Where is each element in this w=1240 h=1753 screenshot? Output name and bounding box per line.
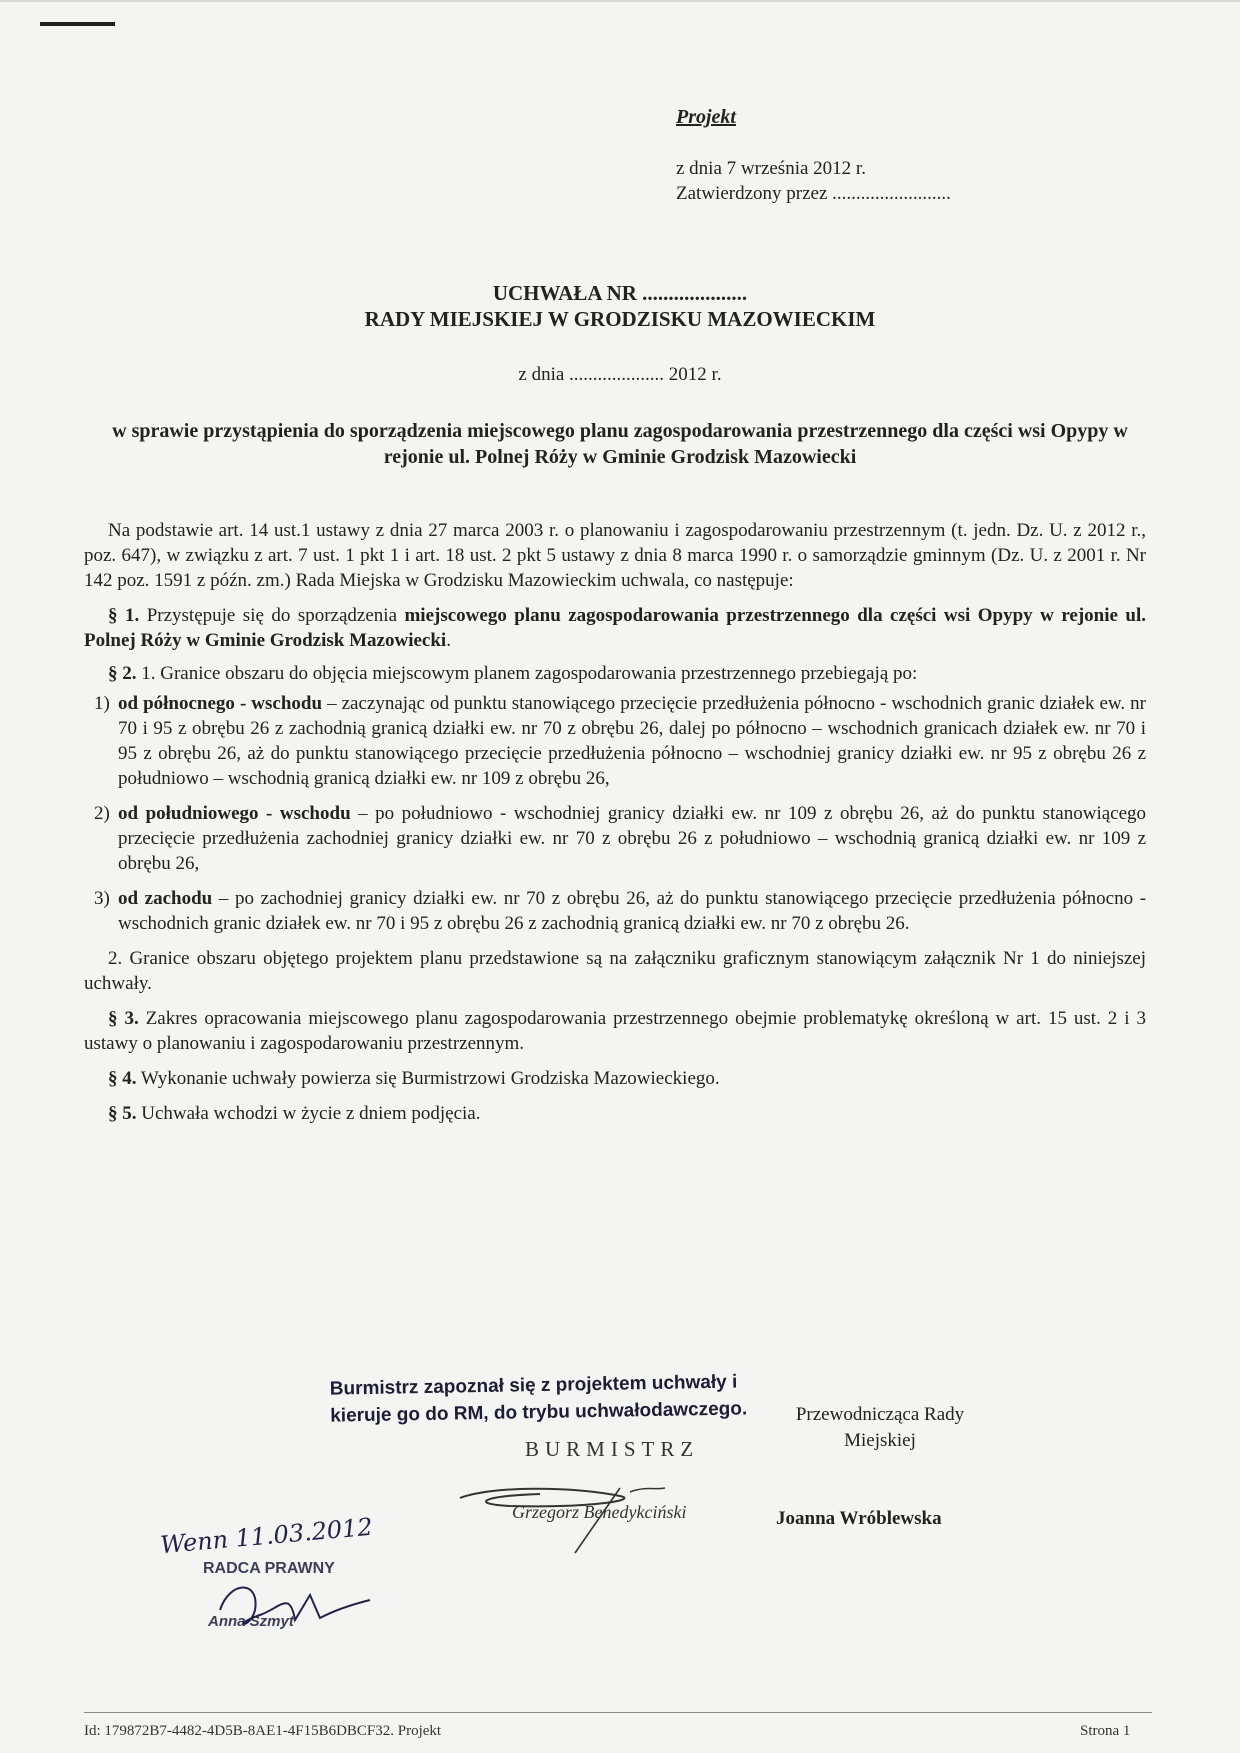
paragraph-4 <box>84 1066 1146 1091</box>
header-meta <box>676 156 951 206</box>
footer-divider <box>84 1712 1152 1713</box>
paragraph-1-label: § 1. <box>108 605 140 626</box>
paragraph-1-end: . <box>446 630 451 651</box>
paragraph-1 <box>84 603 1146 653</box>
paragraph-4-label: § 4. <box>108 1068 137 1089</box>
resolution-number: UCHWAŁA NR .................... <box>492 281 748 305</box>
mayor-title: BURMISTRZ <box>525 1437 700 1461</box>
document-body <box>84 518 1146 1126</box>
mayor-note-line-2: kieruje go do RM, do trybu uchwałodawczego. <box>330 1398 748 1427</box>
preamble: Na podstawie art. 14 ust.1 ustawy z dnia 27 marca 2003 r. o planowaniu i zagospodarowaniu przestrzennym (t. jedn. Dz. U. z 2012 r., poz. 647), w związku z art. 7 ust. 1 pkt 1 i art. 18 ust. 2 pkt 5 ustawy z dnia 8 marca 1990 r. o samorządzie gminnym (Dz. U. z 2001 r. Nr 142 poz. 1591 z późn. zm.) Rada Miejska w Grodzisku Mazowieckim uchwala, co następuje: <box>84 520 1146 591</box>
boundary-item-number: 1) <box>94 693 110 714</box>
legal-advisor-name: Anna Szmyt <box>208 1613 294 1630</box>
council-chair-name: Joanna Wróblewska <box>776 1508 942 1529</box>
paragraph-1-text: Przystępuje się do sporządzenia <box>146 605 397 626</box>
paragraph-2-point-2: 2. Granice obszaru objętego projektem planu przedstawione są na załączniku graficznym stanowiącym załącznik Nr 1 do niniejszej uchwały. <box>84 948 1146 994</box>
paragraph-2-label: § 2. <box>108 663 137 684</box>
paragraph-2-intro <box>84 661 1146 686</box>
boundary-item <box>84 801 1146 876</box>
paragraph-1-bold: miejscowego planu zagospodarowania przestrzennego dla części wsi Opypy w rejonie ul. Polnej Róży w Gminie Grodzisk Mazowiecki <box>84 605 1147 651</box>
header-approved: Zatwierdzony przez ......................... <box>676 183 951 204</box>
boundary-item <box>84 886 1146 936</box>
document-id: Id: 179872B7-4482-4D5B-8AE1-4F15B6DBCF32. Projekt <box>84 1723 442 1739</box>
paragraph-4-text: Wykonanie uchwały powierza się Burmistrzowi Grodziska Mazowieckiego. <box>140 1068 720 1089</box>
handwritten-date: Wenn 11.03.2012 <box>159 1512 374 1560</box>
boundary-item-number: 2) <box>94 803 110 824</box>
scan-top-edge <box>0 0 1240 2</box>
scan-mark <box>40 22 115 26</box>
boundary-item-text: – po południowo - wschodniej granicy działki ew. nr 109 z obrębu 26, aż do punktu stanowiącego przecięcie przedłużenia zachodniej granicy działki ew. nr 70 z obrębu 26 z południowo – wschodnią granicą działki ew. nr 109 z obrębu 26, <box>118 803 1147 874</box>
chair-title-line-2: Miejskiej <box>844 1430 916 1451</box>
boundary-item-number: 3) <box>94 888 110 909</box>
paragraph-3-label: § 3. <box>108 1008 139 1029</box>
paragraph-5 <box>84 1101 1146 1126</box>
page-number: Strona 1 <box>1080 1723 1131 1739</box>
paragraph-5-text: Uchwała wchodzi w życie z dniem podjęcia. <box>141 1103 481 1124</box>
mayor-name: Grzegorz Benedykciński <box>512 1502 687 1522</box>
boundary-item <box>84 691 1146 791</box>
boundary-item-direction: od południowego - wschodu <box>118 803 351 824</box>
legal-advisor-stamp: RADCA PRAWNY <box>203 1560 335 1577</box>
resolution-subject: w sprawie przystąpienia do sporządzenia miejscowego planu zagospodarowania przestrzennego dla części wsi Opypy w rejonie ul. Polnej Róży w Gminie Grodzisk Mazowiecki <box>112 420 1128 468</box>
boundary-item-direction: od zachodu <box>118 888 213 909</box>
header-date: z dnia 7 września 2012 r. <box>676 158 866 179</box>
boundary-item-direction: od północnego - wschodu <box>118 693 323 714</box>
boundary-item-text: – po zachodniej granicy działki ew. nr 70 z obrębu 26, aż do punktu stanowiącego przecięcie przedłużenia północno - wschodnich granic działek ew. nr 70 i 95 z obrębu 26 z zachodnią granicą działki ew. nr 70 z obrębu 26. <box>118 888 1147 934</box>
boundary-item-text: – zaczynając od punktu stanowiącego przecięcie przedłużenia północno - wschodnich granic działek ew. nr 70 i 95 z obrębu 26 z zachodnią granicą działki ew. nr 70 z obrębu 26, dalej po północno – wschodnich granicach działek ew. nr 70 i 95 z obrębu 26, aż do punktu stanowiącego przecięcie przedłużenia północno – wschodniej granicy działki ew. nr 95 z obrębu 26 z południowo – wschodnią granicą działki ew. nr 109 z obrębu 26, <box>118 693 1147 789</box>
mayor-approval-stamp <box>330 1368 748 1429</box>
paragraph-3 <box>84 1006 1146 1056</box>
paragraph-5-label: § 5. <box>108 1103 137 1124</box>
resolution-date: z dnia .................... 2012 r. <box>518 364 722 385</box>
mayor-note-line-1: Burmistrz zapoznał się z projektem uchwały i <box>329 1371 738 1400</box>
paragraph-3-text: Zakres opracowania miejscowego planu zagospodarowania przestrzennego obejmie problematykę określoną w art. 15 ust. 2 i 3 ustawy o planowaniu i zagospodarowaniu przestrzennym. <box>84 1008 1147 1054</box>
projekt-label: Projekt <box>676 106 736 128</box>
chair-title-line-1: Przewodnicząca Rady <box>795 1404 965 1425</box>
council-chair-title <box>760 1402 1000 1454</box>
council-name: RADY MIEJSKIEJ W GRODZISKU MAZOWIECKIM <box>364 307 876 331</box>
paragraph-2-intro-text: 1. Granice obszaru do objęcia miejscowym planem zagospodarowania przestrzennego przebiegają po: <box>141 663 918 684</box>
